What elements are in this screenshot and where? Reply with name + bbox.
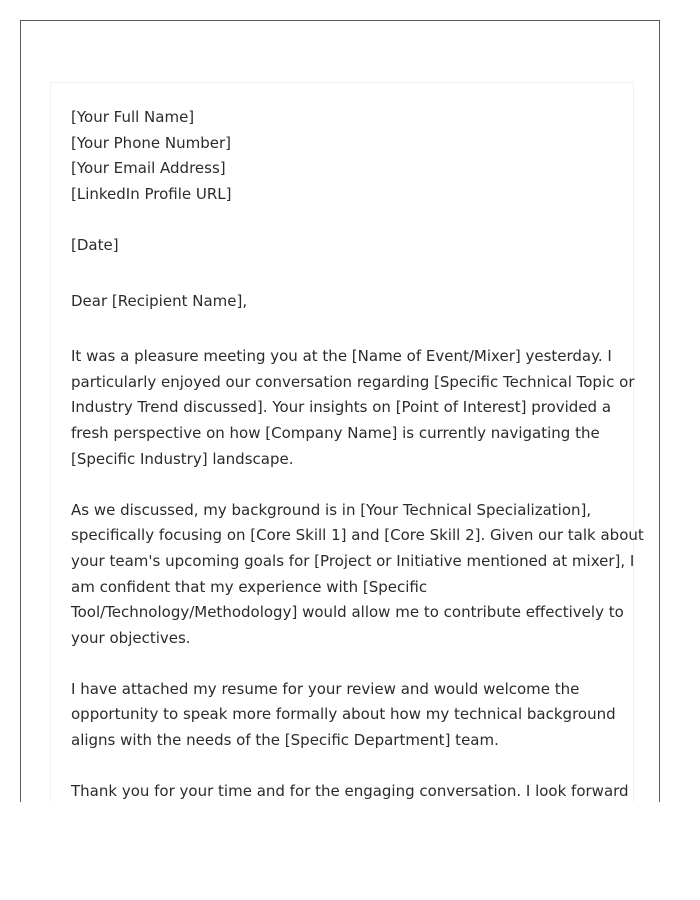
- paragraph-1-line: [Specific Industry] landscape.: [71, 449, 294, 468]
- paragraph-1-line: fresh perspective on how [Company Name] is currently navigating the: [71, 423, 600, 442]
- sender-name: [Your Full Name]: [71, 108, 195, 126]
- paragraph-1: [71, 344, 635, 472]
- document-frame: [20, 20, 660, 802]
- paragraph-2: [71, 498, 644, 652]
- paragraph-2-line: specifically focusing on [Core Skill 1] and [Core Skill 2]. Given our talk about: [71, 526, 644, 545]
- paragraph-4-line: Thank you for your time and for the engaging conversation. I look forward: [71, 782, 629, 801]
- paragraph-3-line: opportunity to speak more formally about how my technical background: [71, 705, 616, 724]
- paragraph-2-line: Tool/Technology/Methodology] would allow me to contribute effectively to: [71, 603, 624, 622]
- paragraph-2-line: am confident that my experience with [Specific: [71, 577, 428, 596]
- letter-date: [Date]: [71, 235, 119, 254]
- paragraph-2-line: your team's upcoming goals for [Project or Initiative mentioned at mixer], I: [71, 551, 635, 570]
- paragraph-1-line: particularly enjoyed our conversation regarding [Specific Technical Topic or: [71, 372, 635, 391]
- salutation: Dear [Recipient Name],: [71, 291, 248, 310]
- paragraph-1-line: Industry Trend discussed]. Your insights on [Point of Interest] provided a: [71, 398, 612, 417]
- sender-contact-block: [71, 105, 613, 207]
- paragraph-1-line: It was a pleasure meeting you at the [Name of Event/Mixer] yesterday. I: [71, 347, 612, 366]
- paragraph-3: [71, 677, 616, 754]
- sender-email: [Your Email Address]: [71, 159, 226, 178]
- letter-page: [50, 82, 644, 802]
- sender-phone: [Your Phone Number]: [71, 133, 231, 152]
- paragraph-3-line: I have attached my resume for your review and would welcome the: [71, 679, 580, 698]
- paragraph-2-line: your objectives.: [71, 628, 191, 647]
- paragraph-4: [71, 779, 629, 802]
- paragraph-3-line: aligns with the needs of the [Specific Department] team.: [71, 731, 499, 750]
- sender-linkedin: [LinkedIn Profile URL]: [71, 184, 232, 203]
- paragraph-2-line: As we discussed, my background is in [Your Technical Specialization],: [71, 500, 592, 519]
